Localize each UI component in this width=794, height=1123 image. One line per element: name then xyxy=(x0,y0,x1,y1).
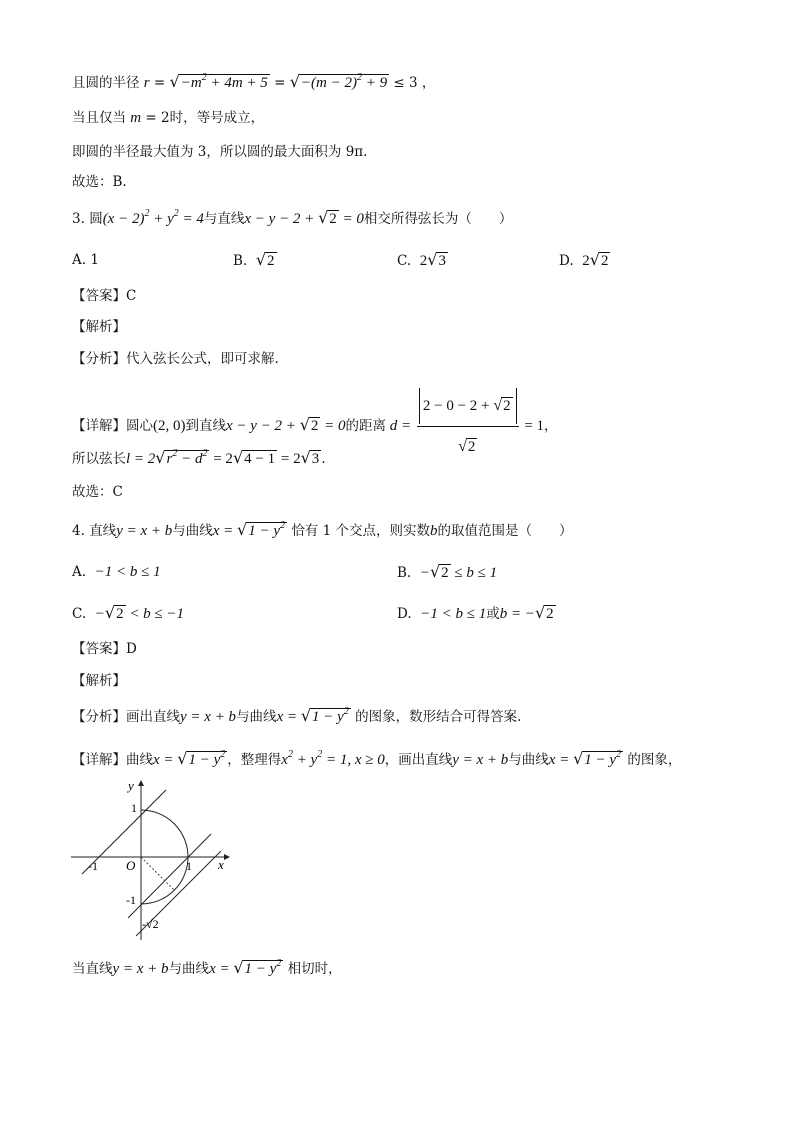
question-3: 3. 圆$(x - 2)^2 + y^2 = 4$与直线x − y − 2 + √2 = 0相交所得弦长为（ ） xyxy=(72,208,513,227)
answer-tag: 【答案】 xyxy=(72,641,126,657)
x-axis-arrow xyxy=(224,854,230,860)
tick-y-minus-1: -1 xyxy=(126,893,136,907)
text: 圆心 xyxy=(126,418,153,434)
tag: 【详解】 xyxy=(72,418,126,434)
question-number: 3. xyxy=(72,211,85,227)
tick-x-1: 1 xyxy=(186,859,192,873)
text: ，画出直线 xyxy=(384,752,453,768)
text: 时，等号成立， xyxy=(169,110,265,126)
answer-value: D xyxy=(126,641,137,657)
tick-x-minus-1: -1 xyxy=(88,859,98,873)
q4-option-a[interactable]: A. −1 < b ≤ 1 xyxy=(72,564,161,580)
area-value: 9π xyxy=(345,144,364,160)
q4-tangent-line: 当直线y = x + b与曲线$x = √1 - y^2$ 相切时， xyxy=(72,958,342,977)
text: 与直线 xyxy=(203,211,245,227)
text: 或 xyxy=(486,606,500,622)
text: ， xyxy=(544,418,558,434)
radius-dotted xyxy=(141,857,174,890)
text: 到直线 xyxy=(185,418,226,434)
q4-option-b[interactable]: B. −√2 ≤ b ≤ 1 xyxy=(397,562,498,581)
y-axis-label: y xyxy=(128,778,134,793)
tag: 【分析】 xyxy=(72,351,126,367)
y-axis-arrow xyxy=(138,780,144,786)
text: 即圆的半径最大值为 3，所以圆的最大面积为 xyxy=(72,144,342,160)
tick-y-minus-sqrt2: -√2 xyxy=(142,917,159,931)
q3-jiexi: 【解析】 xyxy=(72,319,126,335)
tag: 【分析】 xyxy=(72,709,126,725)
label: C. xyxy=(397,253,412,269)
max-area-line xyxy=(72,142,367,162)
label: A. xyxy=(72,252,87,268)
label: B. xyxy=(233,253,248,269)
text: 的图象，数形结合可得答案. xyxy=(355,709,522,725)
q3-option-d[interactable]: D. 2√2 xyxy=(559,250,609,269)
text: 的取值范围是（ ） xyxy=(437,523,573,539)
q4-answer xyxy=(72,639,137,659)
q3-fenxi xyxy=(72,349,279,369)
q3-chord: 所以弦长$l = 2√r^2 - d^2 = 2√4 - 1 = 2√3$ . xyxy=(72,448,326,467)
text: . xyxy=(321,451,326,467)
q3-option-a[interactable] xyxy=(72,250,99,270)
text: 的图象， xyxy=(627,752,682,768)
text: 直线 xyxy=(89,523,117,539)
text: ， xyxy=(421,75,436,91)
label: A. xyxy=(72,564,87,580)
text: 相切时， xyxy=(287,961,342,977)
text: . xyxy=(363,144,368,160)
q4-fenxi: 【分析】画出直线y = x + b与曲线$x = √1 - y^2$ 的图象，数形结合可得答案. xyxy=(72,706,522,725)
equality-line: 当且仅当 m = 2时，等号成立， xyxy=(72,110,265,126)
question-number: 4. xyxy=(72,523,85,539)
text: 且圆的半径 xyxy=(72,75,140,91)
q3-option-b[interactable]: B. √2 xyxy=(233,250,275,269)
choose-b: 故选：B. xyxy=(72,174,127,190)
label: C. xyxy=(72,606,87,622)
text: 画出直线 xyxy=(126,709,180,725)
radius-line: 且圆的半径 $r = √-m^2 + 4m + 5 = √-(m - 2)^2 + 9 \le 3$ ， xyxy=(72,72,436,91)
label: B. xyxy=(397,565,412,581)
label: D. xyxy=(397,606,412,622)
text: 相交所得弦长为（ ） xyxy=(363,211,513,227)
text: ，整理得 xyxy=(227,752,282,768)
x-axis-label: x xyxy=(218,857,224,872)
q4-jiexi: 【解析】 xyxy=(72,673,126,689)
text: 的距离 xyxy=(345,418,387,434)
distance-fraction: $\frac{2 - 0 - 2 + √2}{√2}$ xyxy=(417,388,519,465)
q3-answer xyxy=(72,286,136,306)
text: 当直线 xyxy=(72,961,113,977)
text: 与曲线 xyxy=(168,961,210,977)
text: 所以弦长 xyxy=(72,451,126,467)
label: D. xyxy=(559,253,574,269)
question-4: 4. 直线y = x + b与曲线$x = √1 - y^2$ 恰有 1 个交点，则实数b的取值范围是（ ） xyxy=(72,520,573,539)
text: 圆 xyxy=(89,211,103,227)
text: 曲线 xyxy=(126,752,153,768)
text: 恰有 1 个交点，则实数 xyxy=(291,523,430,539)
q3-option-c[interactable]: C. 2√3 xyxy=(397,250,446,269)
graph-figure xyxy=(66,776,236,946)
text: 代入弦长公式，即可求解. xyxy=(126,351,279,367)
tick-y-1: 1 xyxy=(131,801,137,815)
tag: 【详解】 xyxy=(72,752,126,768)
text: 当且仅当 xyxy=(72,110,126,126)
text: 与曲线 xyxy=(508,752,549,768)
answer-value: C xyxy=(126,288,137,304)
line-b-minus-1 xyxy=(128,834,211,918)
text: 与曲线 xyxy=(172,523,213,539)
q4-option-d[interactable]: D. −1 < b ≤ 1或b = −√2 xyxy=(397,603,554,622)
q3-choose: 故选：C xyxy=(72,484,123,500)
answer-tag: 【答案】 xyxy=(72,288,126,304)
q3-xiangjie: 【详解】圆心(2, 0)到直线x − y − 2 + √2 = 0的距离 d = $\frac{2 - 0 - 2 + √2}{√2}$ = 1， xyxy=(72,388,558,465)
origin-label: O xyxy=(126,858,136,873)
q4-xiangjie: 【详解】曲线$x = √1 - y^2$ ，整理得$x^2 + y^2 = 1$, x ≥ 0，画出直线y = x + b与曲线$x = √1 - y^2$ 的图象， xyxy=(72,749,682,768)
text: 与曲线 xyxy=(236,709,277,725)
q4-option-c[interactable]: C. −√2 < b ≤ −1 xyxy=(72,603,185,622)
value: 1 xyxy=(90,252,99,268)
